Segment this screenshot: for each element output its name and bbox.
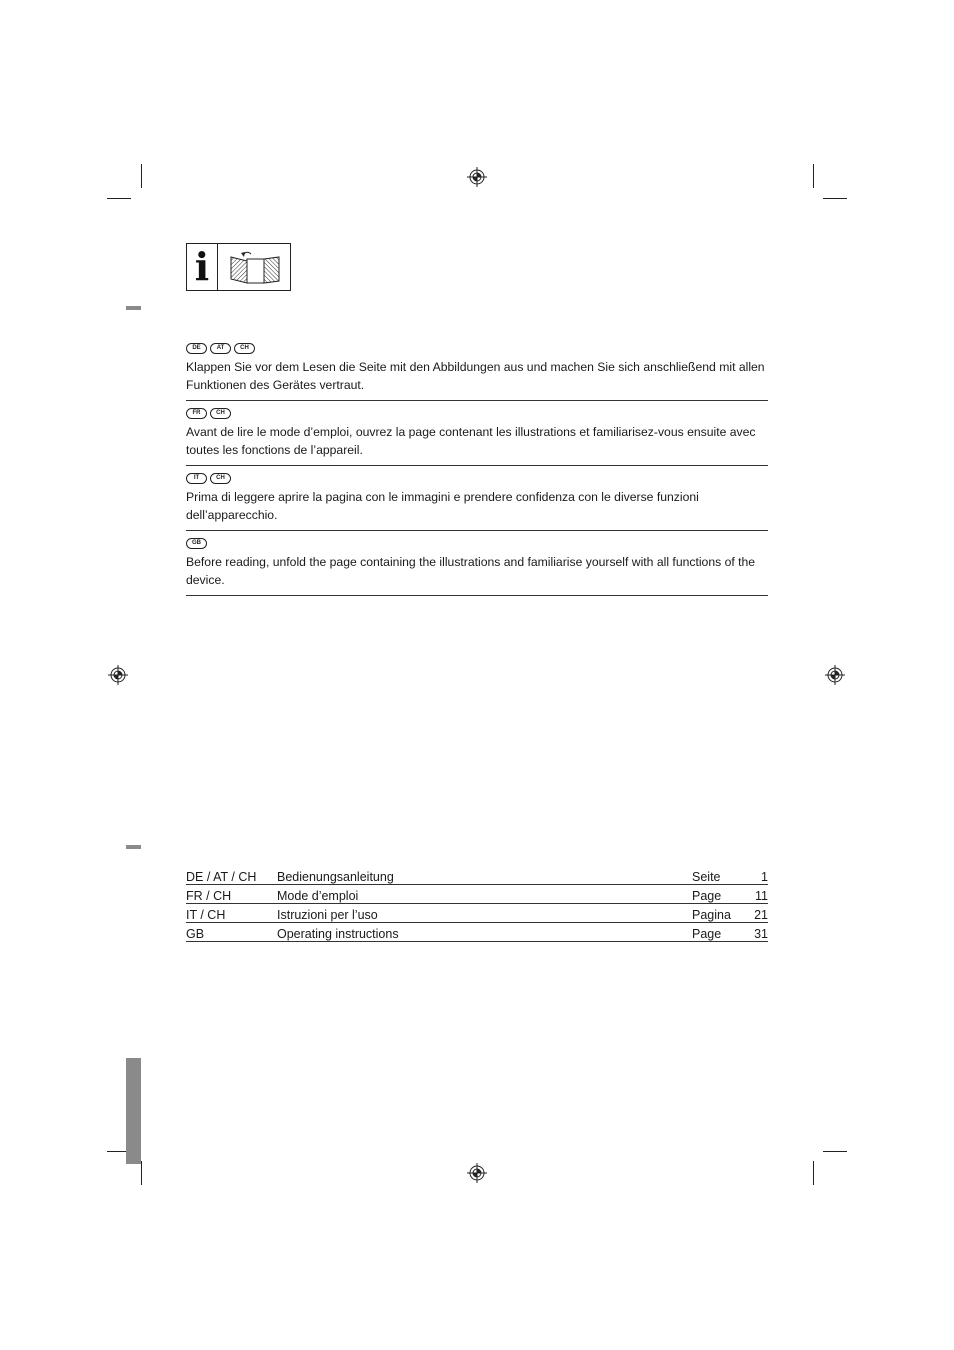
country-badge-de: DE (186, 343, 207, 354)
contents-page-number: 21 (740, 904, 768, 923)
contents-title: Istruzioni per l’uso (277, 904, 692, 923)
info-box (186, 243, 291, 291)
country-badges (186, 537, 768, 549)
info-letter: i (194, 244, 210, 289)
registration-mark-icon (467, 167, 487, 187)
fold-out-pages-icon (218, 244, 290, 290)
notice-text: Before reading, unfold the page containing the illustrations and familiarise yourself with all functions of the device. (186, 555, 756, 587)
contents-page-word: Pagina (692, 904, 740, 923)
crop-mark-top-left-v (141, 164, 142, 188)
crop-mark-bottom-right-h (823, 1151, 847, 1152)
contents-language: IT / CH (186, 904, 277, 923)
table-row (186, 904, 768, 923)
country-badge-ch: CH (210, 408, 231, 419)
contents-title: Mode d’emploi (277, 885, 692, 904)
crop-mark-top-right-h (823, 198, 847, 199)
crop-mark-bottom-left-v (141, 1161, 142, 1185)
contents-page-number: 31 (740, 923, 768, 942)
notice-fr-ch (186, 407, 768, 466)
country-badge-ch: CH (234, 343, 255, 354)
country-badge-it: IT (186, 473, 207, 484)
country-badges (186, 472, 768, 484)
side-tab-marker (126, 306, 141, 310)
country-badge-ch: CH (210, 473, 231, 484)
info-icon (187, 244, 218, 290)
registration-mark-icon (825, 665, 845, 685)
registration-mark-icon (108, 665, 128, 685)
contents-language: GB (186, 923, 277, 942)
crop-mark-top-left-h (107, 198, 131, 199)
table-row (186, 866, 768, 885)
country-badge-gb: GB (186, 538, 207, 549)
notice-text: Avant de lire le mode d’emploi, ouvrez la page contenant les illustrations et familiarisez-vous ensuite avec toutes les fonctions de l’appareil. (186, 425, 756, 457)
country-badge-at: AT (210, 343, 231, 354)
contents-page-number: 1 (740, 866, 768, 885)
table-row (186, 885, 768, 904)
table-row (186, 923, 768, 942)
contents-page-word: Page (692, 923, 740, 942)
contents-page-number: 11 (740, 885, 768, 904)
notice-gb (186, 537, 768, 596)
language-notices (186, 342, 768, 602)
crop-mark-top-right-v (813, 164, 814, 188)
contents-page-word: Page (692, 885, 740, 904)
contents-title: Operating instructions (277, 923, 692, 942)
contents-title: Bedienungsanleitung (277, 866, 692, 885)
notice-text: Klappen Sie vor dem Lesen die Seite mit den Abbildungen aus und machen Sie sich anschließend mit allen Funktionen des Gerätes vertraut. (186, 360, 765, 392)
contents-language: DE / AT / CH (186, 866, 277, 885)
side-tab-marker (126, 845, 141, 849)
crop-mark-bottom-right-v (813, 1161, 814, 1185)
notice-text: Prima di leggere aprire la pagina con le immagini e prendere confidenza con le diverse funzioni dell’apparecchio. (186, 490, 699, 522)
contents-language: FR / CH (186, 885, 277, 904)
notice-it-ch (186, 472, 768, 531)
side-tab-bar (126, 1058, 141, 1164)
country-badges (186, 407, 768, 419)
country-badge-fr: FR (186, 408, 207, 419)
notice-de-at-ch (186, 342, 768, 401)
contents-table (186, 866, 768, 942)
registration-mark-icon (467, 1163, 487, 1183)
contents-page-word: Seite (692, 866, 740, 885)
country-badges (186, 342, 768, 354)
